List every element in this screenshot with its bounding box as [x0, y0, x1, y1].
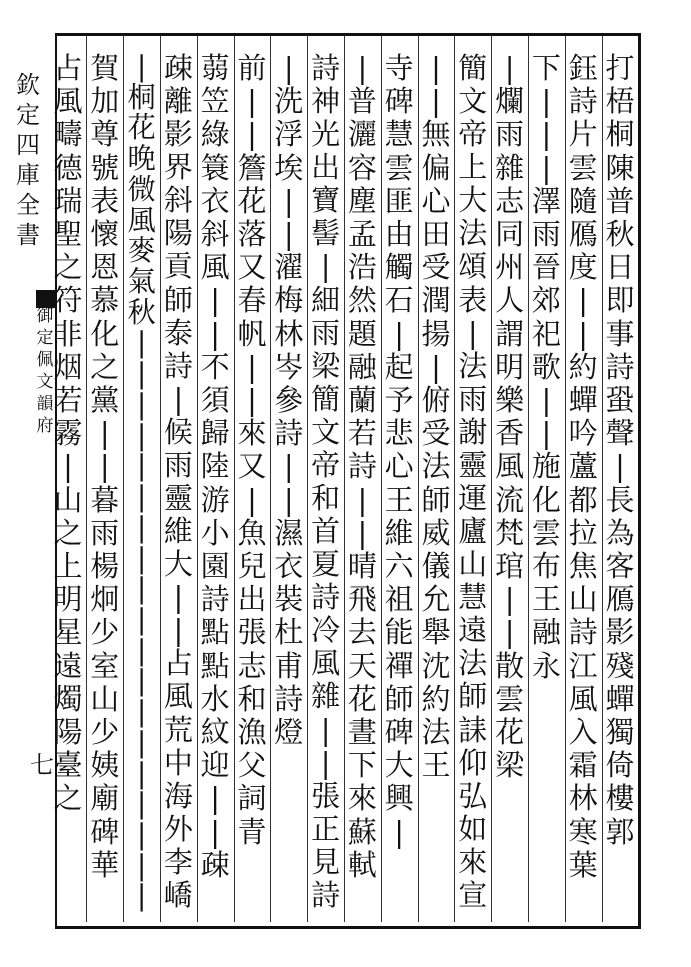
- column-rule: [270, 36, 271, 922]
- text-column: 占 風 疇 德 瑞 聖 之 符 非 烟 若 霧 | 山 之 上 明 星 遠 燭 陽 臺 之: [53, 51, 83, 816]
- column-rule: [160, 36, 161, 922]
- text-column: 蒻 笠 綠 簑 衣 斜 風 | | 不 須 歸 陸 游 小 園 詩 點 點 水 紋 迎 | | 疎: [200, 51, 230, 882]
- text-column: | 桐 花 晚 微 風 麥 氣 秋 | | | | | | | | | | | | | | | | | | |: [127, 50, 156, 913]
- column-rule: [307, 36, 308, 922]
- text-column: 打 梧 桐 陳 普 秋 日 即 事 詩 蛩 聲 | 長 為 客 鴈 影 殘 蟬 獨 倚 樓 郭: [605, 51, 635, 849]
- column-rule: [197, 36, 198, 922]
- text-column: 鈺 詩 片 雲 隨 鴈 度 | | 約 蟬 吟 蘆 都 拉 焦 山 詩 江 風 入 霜 林 寒 葉: [568, 51, 598, 882]
- text-column: 賀 加 尊 號 表 懷 恩 慕 化 之 黨 | | 暮 雨 楊 炯 少 室 山 少 姨 廟 碑 華: [90, 51, 120, 882]
- column-rule: [454, 36, 455, 922]
- column-rule: [528, 36, 529, 922]
- text-column: 簡 文 帝 上 大 法 頌 表 | 法 雨 謝 靈 運 廬 山 慧 遠 法 師 誄 仰 弘 如 來 宣: [458, 51, 488, 912]
- column-rule: [86, 36, 87, 922]
- page-number: 七: [30, 751, 54, 779]
- text-column: | 洗 浮 埃 | | 濯 梅 林 岑 參 詩 | | 濕 衣 裝 杜 甫 詩 燈: [274, 51, 304, 750]
- text-column: 疎 離 影 界 斜 陽 貢 師 泰 詩 | 候 雨 靈 維 大 | | 占 風 荒 中 海 外 李 嶠: [163, 51, 193, 912]
- margin-title: 欽 定 四 庫 全 書: [16, 71, 40, 249]
- text-column: 前 | | 簷 花 落 又 春 帆 | | 來 又 | 魚 兒 出 張 志 和 漁 父 詞 青: [237, 51, 267, 849]
- column-rule: [602, 36, 603, 922]
- column-rule: [344, 36, 345, 922]
- column-rule: [123, 36, 124, 922]
- margin-subtitle: 御 定 佩 文 韻 府: [36, 306, 54, 436]
- column-rule: [234, 36, 235, 922]
- text-column: | 普 灑 容 塵 孟 浩 然 題 融 蘭 若 詩 | | 晴 飛 去 天 花 晝 下 來 蘇 軾: [347, 51, 377, 882]
- column-rule: [565, 36, 566, 922]
- text-column: | | 無 偏 心 田 受 潤 揚 | 俯 受 法 師 威 儀 允 舉 沈 約 法 王: [421, 51, 451, 783]
- column-rule: [381, 36, 382, 922]
- text-column: | 爛 雨 雜 志 同 州 人 謂 明 樂 香 風 流 梵 琯 | | 散 雲 花 梁: [495, 51, 525, 783]
- text-column: 詩 神 光 出 寶 髻 | 細 雨 梁 簡 文 帝 和 首 夏 詩 冷 風 雜 | | 張 正 見 詩: [311, 51, 341, 912]
- text-column: 下 | | | 澤 雨 晉 郊 祀 歌 | | 施 化 雲 布 王 融 永: [531, 51, 561, 683]
- text-column: 寺 碑 慧 雲 匪 由 觸 石 | 起 予 悲 心 王 維 六 祖 能 禪 師 碑 大 興 |: [384, 51, 414, 849]
- column-rule: [491, 36, 492, 922]
- column-rule: [418, 36, 419, 922]
